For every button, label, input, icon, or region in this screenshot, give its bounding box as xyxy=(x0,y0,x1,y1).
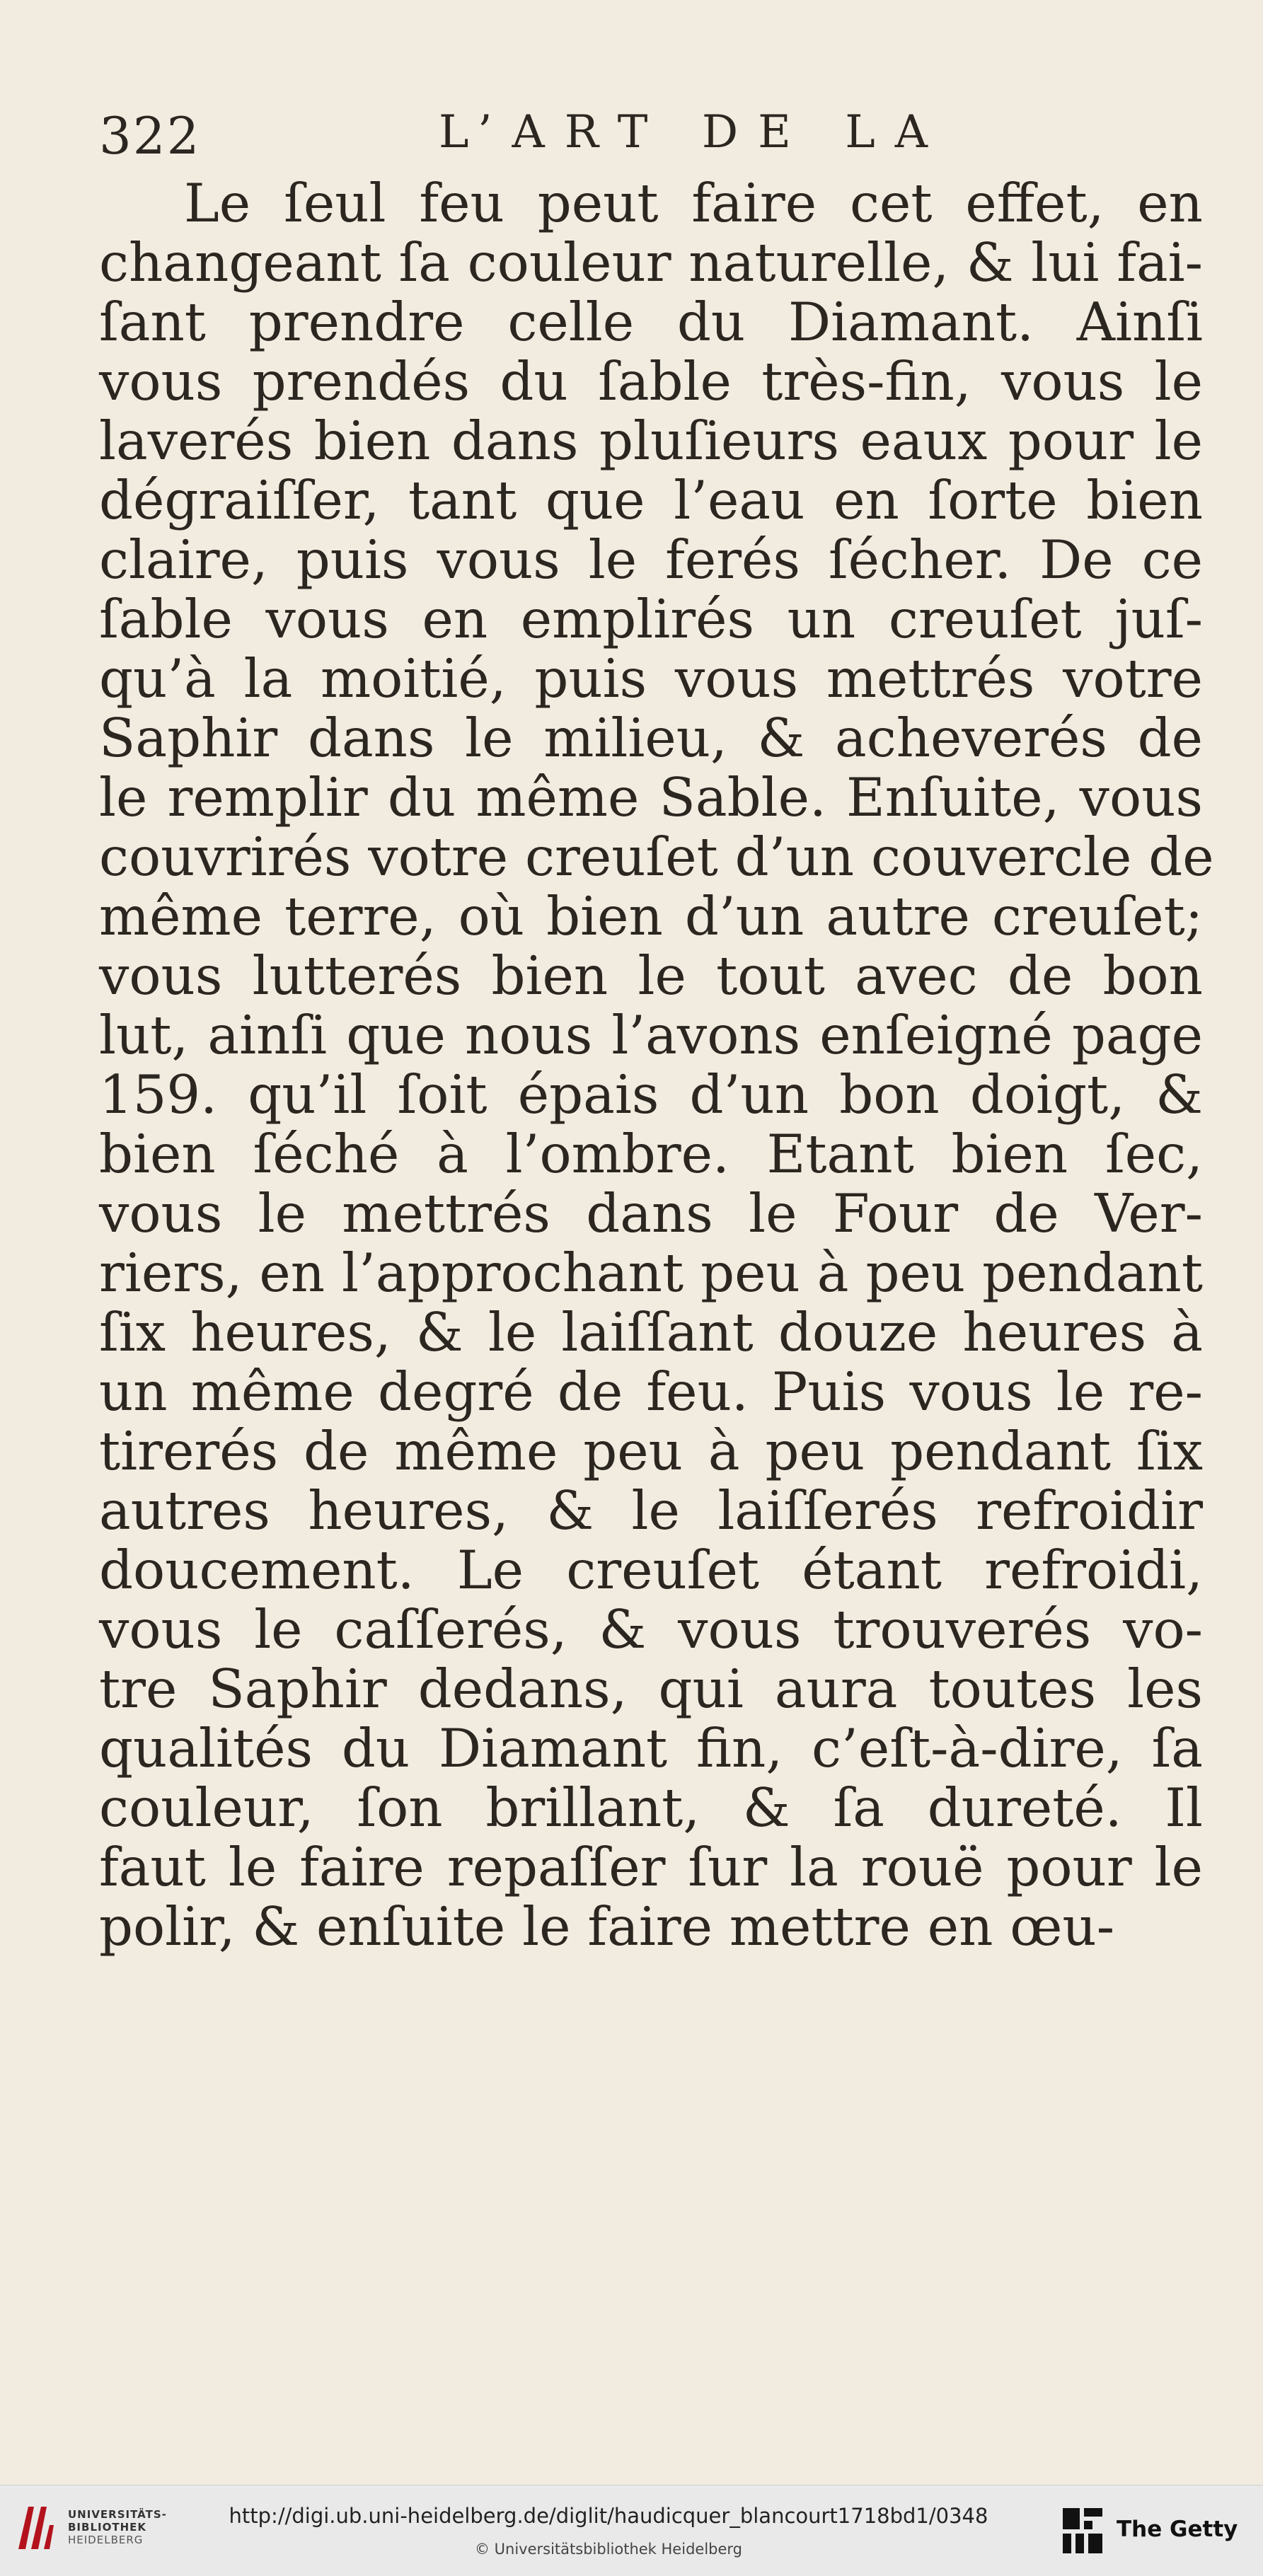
text-line: Saphir dans le milieu, & acheverés de xyxy=(99,707,1203,769)
page-number: 322 xyxy=(99,106,201,166)
text-line: vous lutterés bien le tout avec de bon xyxy=(99,945,1203,1007)
text-line: lut, ainſi que nous l’avons enſeigné page xyxy=(99,1004,1203,1066)
text-line: laverés bien dans pluſieurs eaux pour le xyxy=(99,410,1203,472)
text-line: qualités du Diamant fin, c’eſt-à-dire, ſa xyxy=(99,1717,1203,1779)
running-head: L’ART DE LA xyxy=(439,106,947,158)
getty-mark-icon xyxy=(1061,2505,1105,2556)
text-line: tirerés de même peu à peu pendant ſix xyxy=(99,1420,1203,1482)
library-name xyxy=(68,2508,167,2546)
library-name-line1: UNIVERSITÄTS- xyxy=(68,2508,167,2521)
text-line: polir, & enſuite le faire mettre en œu- xyxy=(99,1895,1115,1958)
library-seal-icon xyxy=(13,2500,58,2556)
text-line: vous prendés du ſable très-fin, vous le xyxy=(99,350,1203,412)
getty-logo xyxy=(1061,2505,1252,2556)
text-line: qu’à la moitié, puis vous mettrés votre xyxy=(99,647,1203,710)
text-line: Le ſeul feu peut faire cet effet, en xyxy=(184,172,1203,234)
viewer-footer xyxy=(0,2485,1263,2576)
text-line: le remplir du même Sable. Enſuite, vous xyxy=(99,766,1203,828)
text-line: vous le mettrés dans le Four de Ver- xyxy=(99,1182,1203,1244)
text-line: couvrirés votre creuſet d’un couvercle de xyxy=(99,826,1214,888)
text-line: couleur, ſon brillant, & ſa dureté. Il xyxy=(99,1777,1203,1839)
text-line: claire, puis vous le ferés ſécher. De ce xyxy=(99,529,1203,591)
text-line: ſix heures, & le laiſſant douze heures à xyxy=(99,1301,1203,1363)
text-line: bien ſéché à l’ombre. Etant bien ſec, xyxy=(99,1123,1203,1185)
library-city: HEIDELBERG xyxy=(68,2534,144,2546)
text-line: changeant ſa couleur naturelle, & lui fai- xyxy=(99,231,1203,294)
text-line: doucement. Le creuſet étant refroidi, xyxy=(99,1539,1203,1601)
text-line: 159. qu’il ſoit épais d’un bon doigt, & xyxy=(99,1063,1203,1126)
text-line: ſable vous en emplirés un creuſet juſ- xyxy=(99,588,1203,650)
text-line: dégraiſſer, tant que l’eau en ſorte bien xyxy=(99,469,1203,531)
library-name-line2: BIBLIOTHEK xyxy=(68,2521,146,2534)
copyright-notice: © Universitätsbibliothek Heidelberg xyxy=(474,2541,742,2558)
text-line: tre Saphir dedans, qui aura toutes les xyxy=(99,1658,1203,1720)
text-line: ſant prendre celle du Diamant. Ainſi xyxy=(99,291,1203,353)
text-line: vous le caſſerés, & vous trouverés vo- xyxy=(99,1598,1203,1660)
body-text xyxy=(99,172,1214,1958)
library-logo xyxy=(13,2500,190,2556)
text-line: riers, en l’approchant peu à peu pendant xyxy=(99,1242,1203,1304)
page-header xyxy=(99,106,1203,177)
text-line: faut le faire repaſſer ſur la rouë pour le xyxy=(99,1836,1203,1898)
text-line: autres heures, & le laiſſerés refroidir xyxy=(99,1479,1203,1542)
text-line: un même degré de feu. Puis vous le re- xyxy=(99,1361,1203,1423)
getty-name: The Getty xyxy=(1117,2517,1238,2542)
permalink-url[interactable]: http://digi.ub.uni-heidelberg.de/diglit/haudicquer_blancourt1718bd1/0348 xyxy=(229,2504,988,2528)
text-line: même terre, où bien d’un autre creuſet; xyxy=(99,885,1203,947)
